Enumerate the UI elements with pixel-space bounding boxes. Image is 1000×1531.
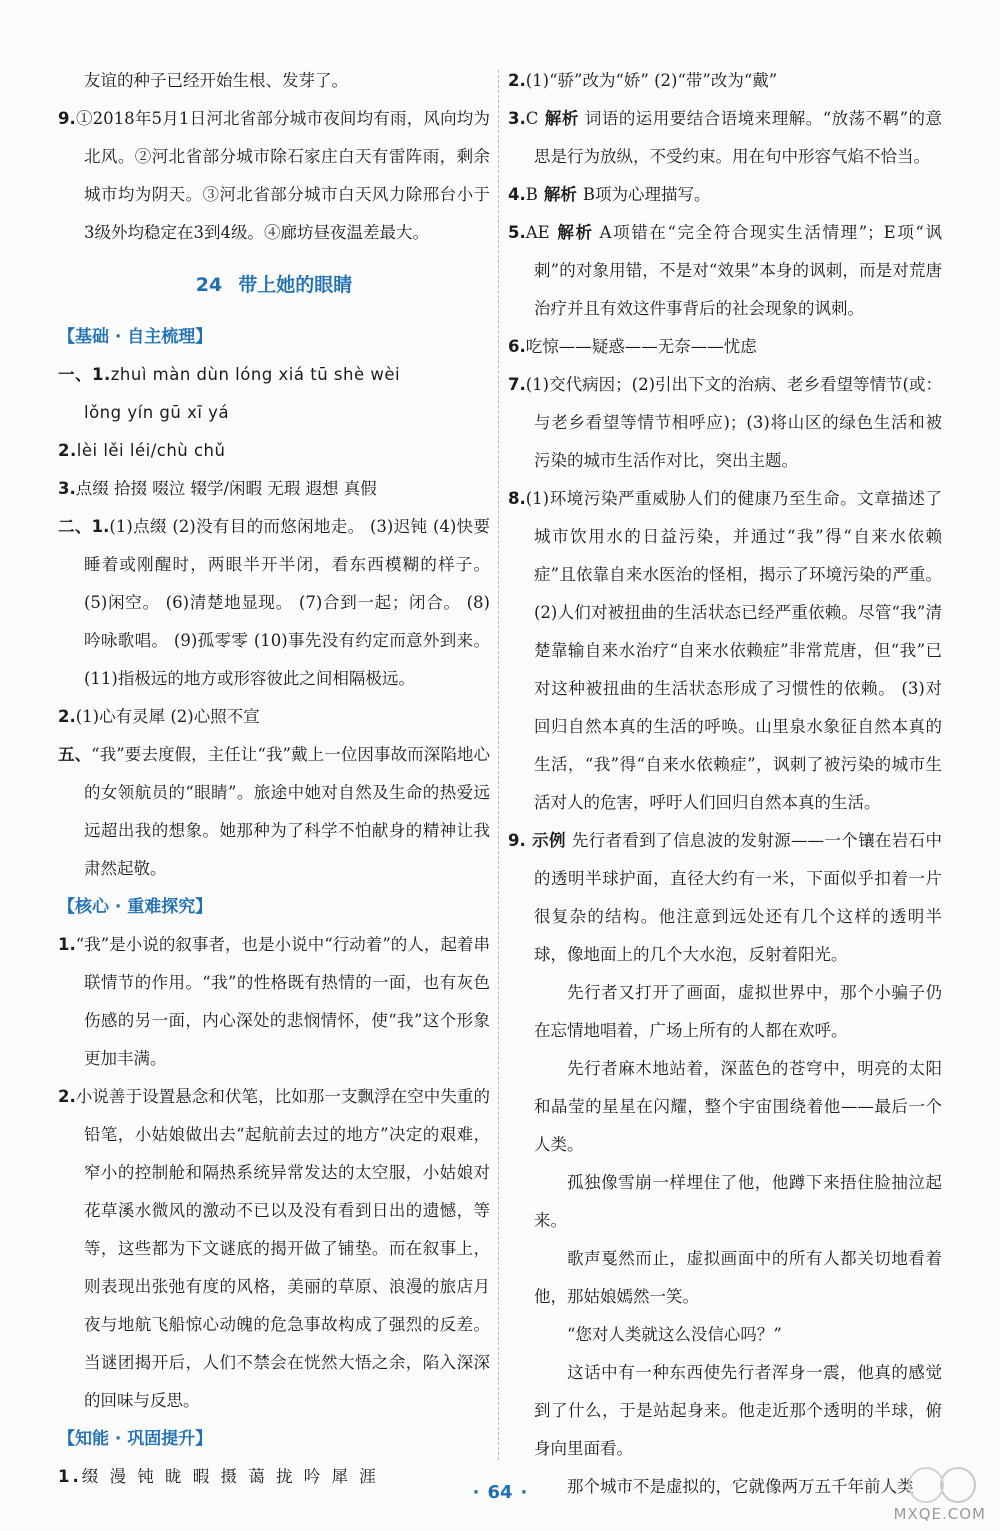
answer-number: 3. [58, 479, 76, 498]
answer-r9-paragraph-2: 先行者又打开了画面，虚拟世界中，那个小骗子仍在忘情地唱着，广场上所有的人都在欢呼。 [534, 983, 942, 1040]
core-answer-2 [58, 1078, 490, 1420]
answer-choice: AE [525, 223, 550, 242]
answer-number: 9. [58, 109, 76, 128]
lesson-heading [58, 252, 490, 318]
answer-1-1 [58, 356, 490, 394]
answer-number: 2. [58, 1087, 76, 1106]
lesson-title: 带上她的眼睛 [238, 274, 353, 296]
column-divider [498, 70, 499, 1460]
answer-2-1 [58, 508, 490, 698]
answer-text: 点缀 拾掇 啜泣 辍学/闲暇 无瑕 遐想 真假 [75, 479, 377, 498]
answer-text: 小说善于设置悬念和伏笔，比如那一支飘浮在空中失重的铅笔，小姑娘做出去“起航前去过的地方”决定的艰难，窄小的控制舱和隔热系统异常发达的太空服，小姑娘对花草溪水微风的激动不已以及没有看到日出的遗憾，等等，这些都为下文谜底的揭开做了铺垫。而在叙事上，则表现出张弛有度的风格，美丽的草原、浪漫的旅店月夜与地航飞船惊心动魄的危急事故构成了强烈的反差。当谜团揭开后，人们不禁会在恍然大悟之余，陷入深深的回味与反思。 [75, 1087, 490, 1410]
answer-number: 五、 [58, 745, 92, 764]
answer-text: ①2018年5月1日河北省部分城市夜间均有雨，风向均为北风。②河北省部分城市除石家庄白天有雷阵雨，剩余城市均为阴天。③河北省部分城市白天风力除邢台小于3级外均稳定在3到4级。④廊坊昼夜温差最大。 [75, 109, 490, 242]
analysis-tag: 解析 [544, 109, 579, 128]
answer-number: 6. [508, 337, 526, 356]
right-column [508, 62, 942, 1506]
answer-r9-paragraph-8: 那个城市不是虚拟的，它就像两万五千年前人类 [567, 1477, 914, 1496]
answer-text: lèi lěi léi/chù chǔ [76, 441, 226, 460]
answer-5 [58, 736, 490, 888]
answer-number: 5. [508, 223, 526, 242]
answer-text: 先行者看到了信息波的发射源——一个镶在岩石中的透明半球护面，直径大约有一米，下面似乎扣着一片很复杂的结构。他注意到远处还有几个这样的透明半球，像地面上的几个大水泡，反射着阳光。 [534, 831, 943, 964]
answer-r4 [508, 176, 942, 214]
answer-text: (1)交代病因；(2)引出下文的治病、老乡看望等情节(或：与老乡看望等情节相呼应)；(3)将山区的绿色生活和被污染的城市生活作对比，突出主题。 [525, 375, 942, 470]
lesson-number: 24 [195, 274, 223, 296]
watermark-text: MXQE.COM [893, 1505, 986, 1523]
answer-r9 [508, 822, 942, 974]
page-dot-right: · [520, 1482, 528, 1503]
answer-text: “我”要去度假，主任让“我”戴上一位因事故而深陷地心的女领航员的“眼睛”。旅途中她对自然及生命的热爱远远超出我的想象。她那种为了科学不怕献身的精神让我肃然起敬。 [84, 745, 490, 878]
answer-number: 二、1. [58, 517, 110, 536]
section-heading-core: 【核心 · 重难探究】 [58, 897, 213, 917]
continued-text: 友谊的种子已经开始生根、发芽了。 [84, 71, 348, 90]
watermark-logo [840, 1465, 990, 1525]
answer-number: 7. [508, 375, 526, 394]
answer-number: 1. [58, 1467, 82, 1486]
answer-number: 4. [508, 185, 526, 204]
answer-text: B项为心理描写。 [582, 185, 711, 204]
answer-r2 [508, 62, 942, 100]
answer-1-2 [58, 432, 490, 470]
answer-text: “我”是小说的叙事者，也是小说中“行动着”的人，起着串联情节的作用。“我”的性格既有热情的一面，也有灰色伤感的另一面，内心深处的悲悯情怀，使“我”这个形象更加丰满。 [75, 935, 490, 1068]
answer-number: 3. [508, 109, 526, 128]
answer-r9-paragraph-3: 先行者麻木地站着，深蓝色的苍穹中，明亮的太阳和晶莹的星星在闪耀，整个宇宙围绕着他——最后一个人类。 [534, 1059, 942, 1154]
answer-r9-paragraph-4: 孤独像雪崩一样埋住了他，他蹲下来捂住脸抽泣起来。 [534, 1173, 942, 1230]
answer-r9-paragraph-6: “您对人类就这么没信心吗？” [567, 1325, 782, 1344]
answer-1-3 [58, 470, 490, 508]
answer-text: (1)心有灵犀 (2)心照不宣 [75, 707, 260, 726]
answer-text: A项错在“完全符合现实生活情理”；E项“讽刺”的对象用错，不是对“效果”本身的讽刺，而是对荒唐治疗并且有效这件事背后的社会现象的讽刺。 [534, 223, 942, 318]
answer-text: 缀 漫 钝 眬 暇 摄 蔼 拢 吟 犀 涯 [81, 1467, 379, 1486]
answer-r9-paragraph-7: 这话中有一种东西使先行者浑身一震，他真的感觉到了什么，于是站起身来。他走近那个透明的半球，俯身向里面看。 [534, 1363, 942, 1458]
page-number-value: 64 [487, 1482, 513, 1503]
answer-choice: B [525, 185, 538, 204]
answer-r8 [508, 480, 942, 822]
analysis-tag: 解析 [555, 223, 594, 242]
answer-text: (1)“骄”改为“娇” (2)“带”改为“戴” [525, 71, 778, 90]
answer-9 [58, 100, 490, 252]
page-dot-left: · [472, 1482, 480, 1503]
answer-r5 [508, 214, 942, 328]
answer-r7 [508, 366, 942, 480]
section-heading-basics: 【基础 · 自主梳理】 [58, 327, 213, 347]
core-answer-1 [58, 926, 490, 1078]
answer-text: (1)点缀 (2)没有目的而悠闲地走。 (3)迟钝 (4)快要睡着或刚醒时，两眼半开半闭，看东西模糊的样子。 (5)闲空。 (6)清楚地显现。 (7)合到一起；闭合。 (8)吟咏歌唱。 (9)孤零零 (10)事先没有约定而意外到来。 (11)指极远的地方或形容彼此之间相隔极远。 [84, 517, 490, 688]
answer-text: 词语的运用要结合语境来理解。“放荡不羁”的意思是行为放纵，不受约束。用在句中形容气焰不恰当。 [534, 109, 942, 166]
answer-2-2 [58, 698, 490, 736]
answer-number: 2. [508, 71, 526, 90]
answer-r3 [508, 100, 942, 176]
answer-text: (1)环境污染严重威胁人们的健康乃至生命。文章描述了城市饮用水的日益污染，并通过“我”得“自来水依赖症”且依靠自来水医治的怪相，揭示了环境污染的严重。 (2)人们对被扭曲的生活状态已经严重依赖。尽管“我”清楚靠输自来水治疗“自来水依赖症”非常荒唐，但“我”已对这种被扭曲的生活状态形成了习惯性的依赖。 (3)对回归自然本真的生活的呼唤。山里泉水象征自然本真的生活，“我”得“自来水依赖症”，讽刺了被污染的城市生活对人的危害，呼吁人们回归自然本真的生活。 [525, 489, 942, 812]
left-column [58, 62, 490, 1496]
answer-number: 1. [58, 935, 76, 954]
answer-number: 2. [58, 441, 77, 460]
example-tag: 示例 [531, 831, 566, 850]
answer-number: 8. [508, 489, 526, 508]
answer-choice: C [525, 109, 539, 128]
answer-number: 9. [508, 831, 526, 850]
answer-text: 吃惊——疑惑——无奈——忧虑 [525, 337, 757, 356]
answer-number: 一、1. [58, 365, 111, 384]
answer-r9-paragraph-5: 歌声戛然而止，虚拟画面中的所有人都关切地看着他，那姑娘嫣然一笑。 [534, 1249, 942, 1306]
answer-r6 [508, 328, 942, 366]
pinyin-line-1: zhuì màn dùn lóng xiá tū shè wèi [110, 365, 401, 384]
section-heading-consolidate: 【知能 · 巩固提升】 [58, 1429, 213, 1449]
answer-number: 2. [58, 707, 76, 726]
analysis-tag: 解析 [543, 185, 577, 204]
pinyin-line-2: lǒng yín gū xī yá [84, 403, 230, 422]
watermark-seal-icon [840, 1465, 990, 1505]
